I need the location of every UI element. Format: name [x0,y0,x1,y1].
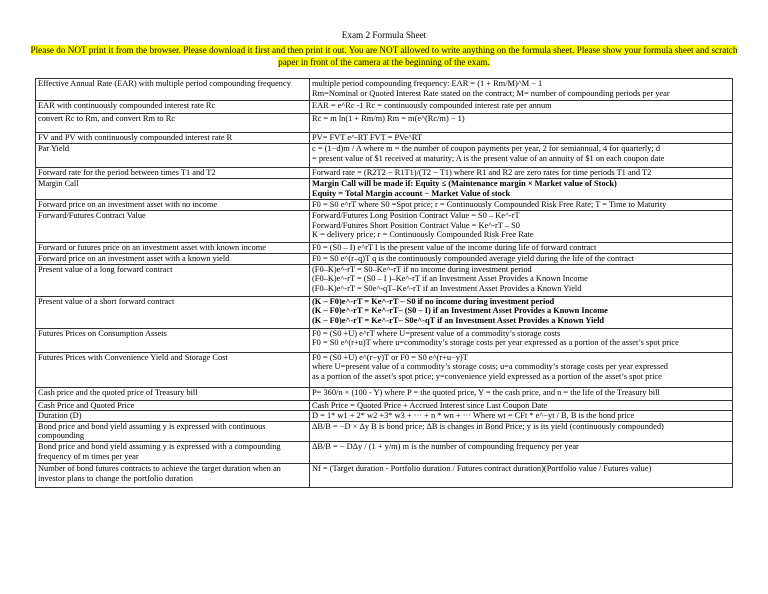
formula-line: F0 = S0 e^rT where S0 =Spot price; r = Continuously Compounded Risk Free Rate; T = Time to Maturity [312,200,667,209]
formula-line: Equity = Total Margin account − Market Value of stock [312,188,511,198]
formula-line: (K – F0)e^-rT = Ke^-rT– (S0 – I) if an Investment Asset Provides a Known Income [312,306,608,316]
formula-line: Cash Price = Quoted Price + Accrued Interest since Last Coupon Date [312,400,548,410]
topic-text: Futures Prices with Convenience Yield and Storage Cost [38,352,228,362]
topic-cell [36,421,310,441]
topic-text: Margin Call [38,179,79,188]
topic-text: FV and PV with continuously compounded interest rate R [38,133,233,142]
formula-row [36,254,733,265]
formula-row [36,296,733,328]
formula-cell [310,328,733,352]
formula-line: (K – F0)e^-rT = Ke^-rT – S0 if no income during investment period [312,296,555,306]
formula-row [36,463,733,487]
topic-text: Futures Prices on Consumption Assets [38,328,167,338]
formula-line: F0 = S0 e^(r+u)T where u=commodity’s storage costs per year expressed as a portion of the asset’s spot price [312,338,679,348]
formula-cell [310,441,733,463]
formula-line: where U=present value of a commodity’s storage costs; u=a commodity’s storage costs per year expressed [312,362,668,372]
formula-row [36,441,733,463]
topic-cell [36,387,310,400]
formula-line: Rm=Nominal or Quoted Interest Rate stated on the contract; M= number of compounding periods per year [312,88,670,98]
formula-line: Margin Call will be made if: Equity ≤ (Maintenance margin × Market value of Stock) [312,179,617,188]
topic-text: convert Rc to Rm, and convert Rm to Rc [38,114,175,123]
formula-row [36,101,733,114]
formula-table [35,78,733,488]
topic-cell [36,352,310,387]
formula-line: multiple period compounding frequency: EAR = (1 + Rm/M)^M − 1 [312,79,543,88]
formula-line: P= 360/n × (100 - Y) where P = the quoted price, Y = the cash price, and n = the life of the Treasury bill [312,387,660,397]
topic-text: Present value of a long forward contract [38,264,173,274]
formula-cell [310,296,733,328]
formula-cell [310,79,733,101]
formula-line: c = (1−d)m / A where m = the number of coupon payments per year, 2 for semiannual, 4 for quarterly; d [312,144,661,153]
topic-text: Bond price and bond yield assuming y is expressed with a compounding frequency of m times per year [38,441,281,461]
formula-line: ΔB/B = − DΔy / (1 + y/m) m is the number of compounding frequency per year [312,441,579,451]
formula-cell [310,254,733,265]
formula-line: Forward/Futures Long Position Contract Value = S0 – Ke^-rT [312,211,520,220]
formula-line: F0 = (S0 +U) e^(r−y)T or F0 = S0 e^(r+u−y)T [312,352,468,362]
topic-cell [36,254,310,265]
formula-line: Nf = (Target duration - Portfolio duration / Futures contract duration)(Portfolio value / Futures value) [312,463,652,473]
topic-text: Effective Annual Rate (EAR) with multiple period compounding frequency [38,79,291,88]
topic-cell [36,114,310,133]
formula-line: = present value of $1 received at maturity; A is the present value of an annuity of $1 on each coupon date [312,153,665,163]
formula-row [36,179,733,200]
topic-text: Bond price and bond yield assuming y is expressed with continuous compounding [38,421,266,441]
formula-row [36,211,733,243]
formula-row [36,168,733,179]
formula-line: F0 = (S0 – I) e^rT I is the present value of the income during life of forward contract [312,243,597,252]
topic-cell [36,328,310,352]
topic-text: Forward price on an investment asset with no income [38,200,218,209]
formula-line: Forward rate = (R2T2 − R1T1)/(T2 − T1) where R1 and R2 are zero rates for time periods T1 and T2 [312,168,652,177]
topic-text: Par Yield [38,144,70,153]
formula-cell [310,411,733,422]
formula-row [36,411,733,422]
topic-cell [36,463,310,487]
formula-cell [310,387,733,400]
formula-cell [310,211,733,243]
formula-line: (K – F0)e^-rT = Ke^-rT– S0e^-qT if an Investment Asset Provides a Known Yield [312,315,605,325]
topic-text: Present value of a short forward contract [38,296,175,306]
topic-cell [36,79,310,101]
formula-line: D = 1* w1 + 2* w2 +3* w3 + ··· + n * wn + ··· Where wt = CFt * e^−yt / B, B is the bond price [312,411,635,421]
topic-cell [36,441,310,463]
topic-cell [36,411,310,422]
formula-cell [310,144,733,168]
formula-cell [310,179,733,200]
topic-cell [36,211,310,243]
formula-line: PV= FVT e^-RT FVT = PVe^RT [312,133,423,142]
formula-line: (F0–K)e^-rT = S0–Ke^-rT if no income during investment period [312,264,532,274]
notice-text: Please do NOT print it from the browser. Please download it first and then print it out. You are NOT allowed to write anything on the formula sheet. Please show your formula sheet and scratch paper in front of the camera at the beginning of the exam. [30,45,738,67]
formula-line: EAR = e^Rc -1 Rc = continuously compounded interest rate per annum [312,101,552,110]
formula-cell [310,352,733,387]
formula-row [36,200,733,211]
formula-line: F0 = (S0 +U) e^rT where U=present value of a commodity’s storage costs [312,328,561,338]
topic-cell [36,144,310,168]
formula-line: (F0–K)e^-rT = (S0 – I )–Ke^-rT if an Investment Asset Provides a Known Income [312,274,588,284]
topic-cell [36,133,310,144]
formula-cell [310,200,733,211]
topic-text: Cash Price and Quoted Price [38,400,135,410]
formula-cell [310,133,733,144]
formula-row [36,243,733,254]
formula-line: F0 = S0 e^(r–q)T q is the continuously compounded average yield during the life of the contract [312,254,635,263]
formula-table-body [36,79,733,488]
formula-cell [310,463,733,487]
formula-cell [310,114,733,133]
formula-line: (F0–K)e^-rT = S0e^-qT–Ke^-rT if an Investment Asset Provides a Known Yield [312,283,582,293]
page-title: Exam 2 Formula Sheet [341,30,427,40]
topic-text: EAR with continuously compounded interest rate Rc [38,101,216,110]
formula-line: K = delivery price; r = Continuously Compounded Risk Free Rate [312,230,534,240]
formula-row [36,421,733,441]
formula-row [36,79,733,101]
formula-line: Rc = m ln(1 + Rm/m) Rm = m(e^(Rc/m) − 1) [312,114,465,123]
formula-row [36,133,733,144]
formula-row [36,328,733,352]
formula-row [36,144,733,168]
formula-row [36,264,733,296]
formula-line: ΔB/B = −D × Δy B is bond price; ΔB is changes in Bond Price; y is its yield (continuously compounded) [312,421,664,431]
topic-cell [36,296,310,328]
topic-cell [36,264,310,296]
topic-text: Forward price on an investment asset with a known yield [38,254,230,263]
topic-cell [36,400,310,411]
topic-text: Number of bond futures contracts to achieve the target duration when an investor plans to change the portfolio duration [38,463,281,483]
topic-text: Duration (D) [38,411,82,421]
formula-row [36,400,733,411]
topic-cell [36,101,310,114]
formula-cell [310,421,733,441]
topic-text: Cash price and the quoted price of Treasury bill [38,387,198,397]
formula-cell [310,264,733,296]
formula-line: as a portion of the asset’s spot price; y=convenience yield expressed as a portion of the asset’s spot price [312,371,662,381]
topic-cell [36,200,310,211]
formula-row [36,114,733,133]
formula-row [36,387,733,400]
formula-cell [310,400,733,411]
formula-row [36,352,733,387]
topic-text: Forward rate for the period between times T1 and T2 [38,168,216,177]
formula-cell [310,101,733,114]
topic-cell [36,179,310,200]
topic-cell [36,168,310,179]
exam-notice [30,44,738,68]
formula-cell [310,168,733,179]
topic-cell [36,243,310,254]
formula-cell [310,243,733,254]
topic-text: Forward or futures price on an investment asset with known income [38,243,266,252]
formula-line: Forward/Futures Short Position Contract Value = Ke^-rT – S0 [312,220,520,230]
topic-text: Forward/Futures Contract Value [38,211,146,220]
